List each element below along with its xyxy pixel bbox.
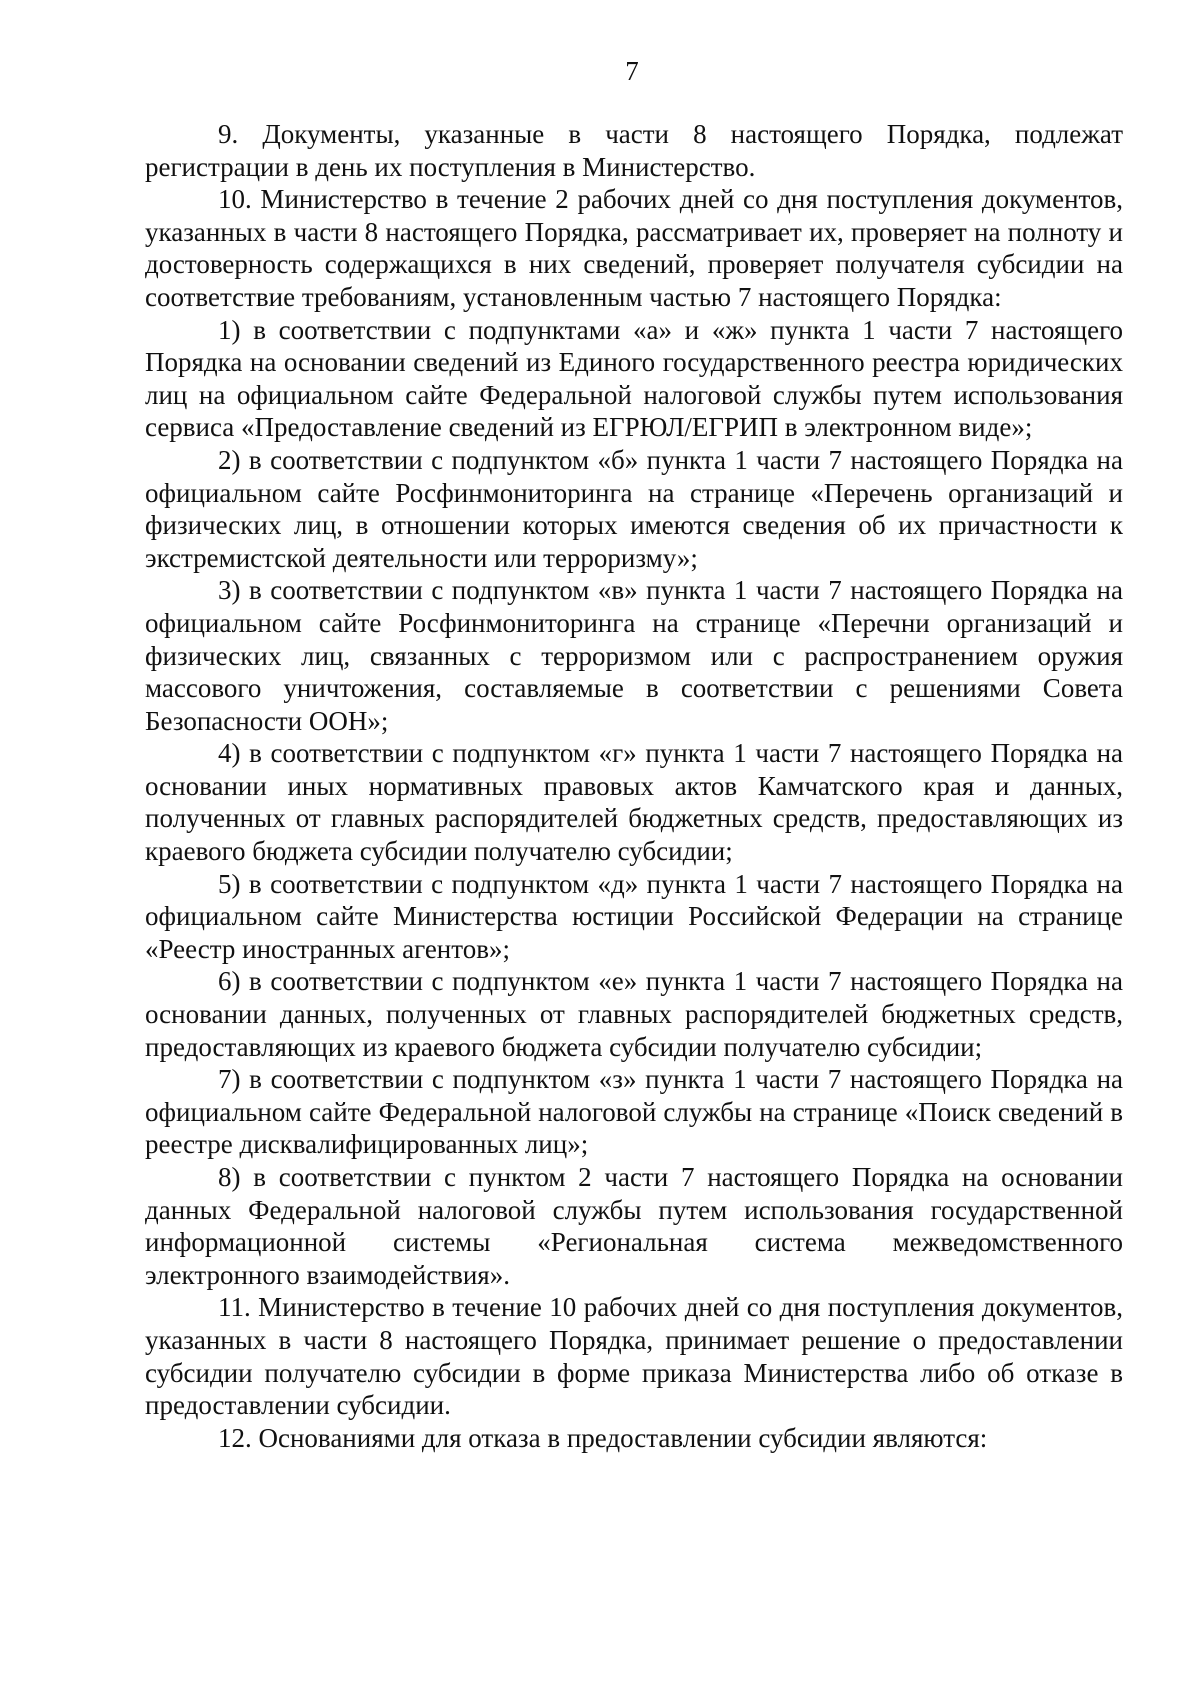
- paragraph-10: 10. Министерство в течение 2 рабочих дней со дня поступления документов, указанных в части 8 настоящего Порядка, рассматривает их, проверяет на полноту и достоверность содержащихся в них сведений, проверяет получателя субсидии на соответствие требованиям, установленным частью 7 настоящего Порядка:: [145, 184, 1123, 312]
- document-body: [145, 118, 1123, 1454]
- subitem-7: 7) в соответствии с подпунктом «з» пункта 1 части 7 настоящего Порядка на официальном сайте Федеральной налоговой службы на странице «Поиск сведений в реестре дисквалифицированных лиц»;: [145, 1064, 1123, 1160]
- paragraph-9: 9. Документы, указанные в части 8 настоящего Порядка, подлежат регистрации в день их поступления в Министерство.: [145, 119, 1123, 182]
- subitem-5: 5) в соответствии с подпунктом «д» пункта 1 части 7 настоящего Порядка на официальном сайте Министерства юстиции Российской Федерации на странице «Реестр иностранных агентов»;: [145, 868, 1123, 964]
- subitem-4: 4) в соответствии с подпунктом «г» пункта 1 части 7 настоящего Порядка на основании иных нормативных правовых актов Камчатского края и данных, полученных от главных распорядителей бюджетных средств, предоставляющих из краевого бюджета субсидии получателю субсидии;: [145, 738, 1123, 867]
- subitem-2: 2) в соответствии с подпунктом «б» пункта 1 части 7 настоящего Порядка на официальном сайте Росфинмониторинга на странице «Перечень организаций и физических лиц, в отношении которых имеются сведения об их причастности к экстремистской деятельности или терроризму»;: [145, 444, 1123, 573]
- paragraph-12: 12. Основаниями для отказа в предоставлении субсидии являются:: [218, 1422, 988, 1453]
- subitem-8: 8) в соответствии с пунктом 2 части 7 настоящего Порядка на основании данных Федеральной налоговой службы путем использования государственной информационной системы «Региональная система межведомственного электронного взаимодействия».: [145, 1162, 1123, 1290]
- paragraph-11: 11. Министерство в течение 10 рабочих дней со дня поступления документов, указанных в части 8 настоящего Порядка, принимает решение о предоставлении субсидии получателю субсидии в форме приказа Министерства либо об отказе в предоставлении субсидии.: [145, 1292, 1123, 1421]
- subitem-3: 3) в соответствии с подпунктом «в» пункта 1 части 7 настоящего Порядка на официальном сайте Росфинмониторинга на странице «Перечни организаций и физических лиц, связанных с терроризмом или с распространением оружия массового уничтожения, составляемые в соответствии с решениями Совета Безопасности ООН»;: [145, 575, 1123, 736]
- page-number: 7: [625, 56, 639, 86]
- subitem-1: 1) в соответствии с подпунктами «а» и «ж» пункта 1 части 7 настоящего Порядка на основании сведений из Единого государственного реестра юридических лиц на официальном сайте Федеральной налоговой службы путем использования сервиса «Предоставление сведений из ЕГРЮЛ/ЕГРИП в электронном виде»;: [145, 314, 1123, 443]
- subitem-6: 6) в соответствии с подпунктом «е» пункта 1 части 7 настоящего Порядка на основании данных, полученных от главных распорядителей бюджетных средств, предоставляющих из краевого бюджета субсидии получателю субсидии;: [145, 966, 1123, 1062]
